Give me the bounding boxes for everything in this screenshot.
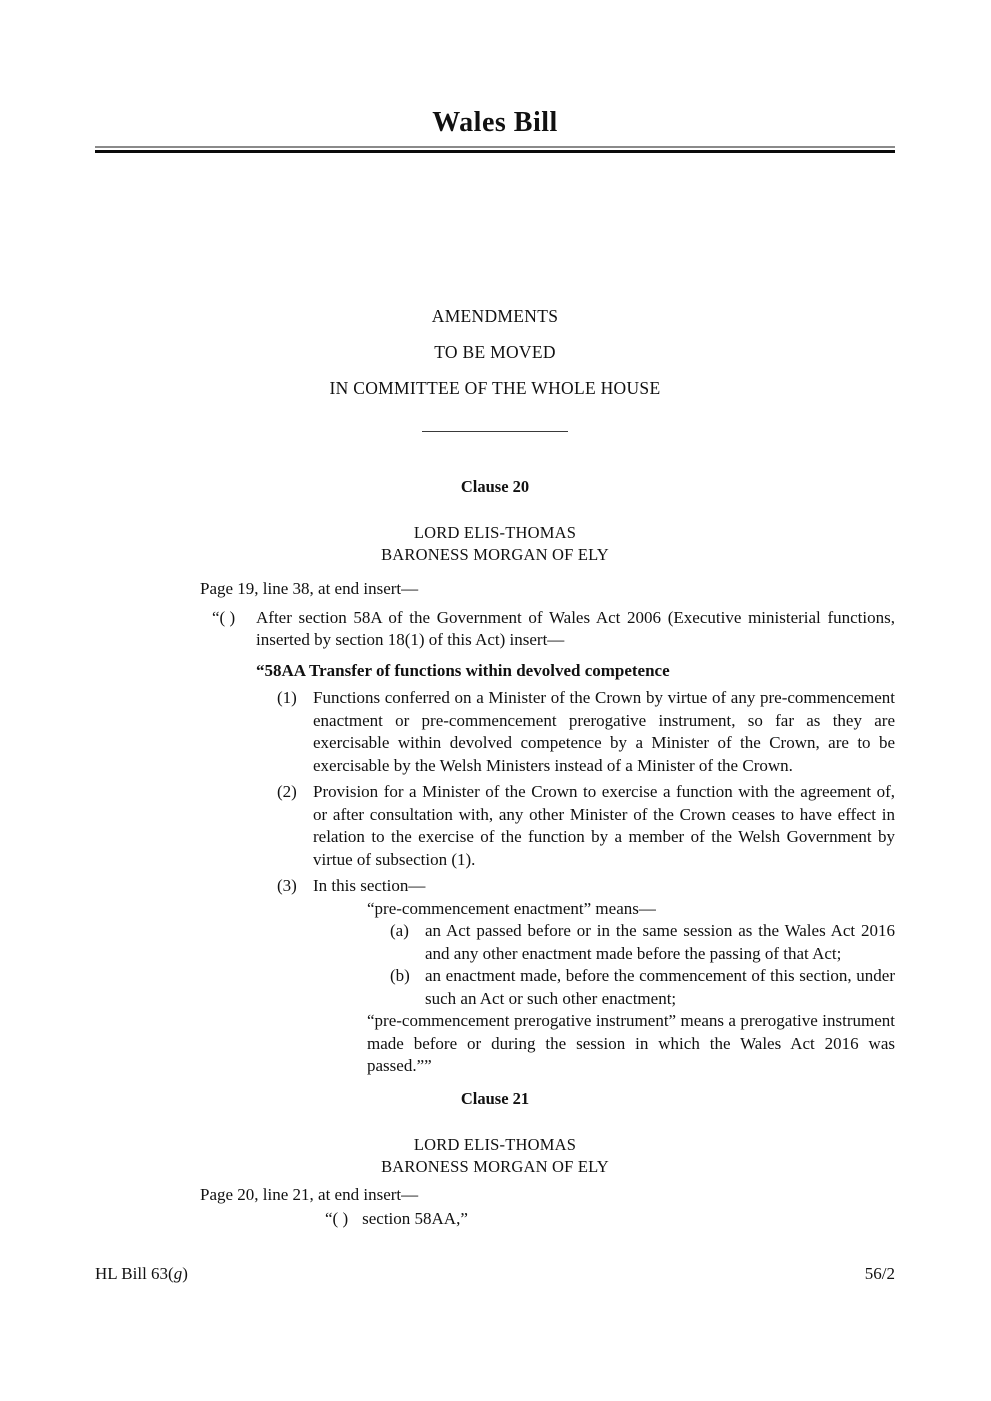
sponsor-baroness-morgan-2: BARONESS MORGAN OF ELY [381, 1156, 609, 1176]
subsection-2 [277, 781, 895, 871]
clause-21-insert-marker: “( ) [325, 1209, 349, 1228]
definition-2: “pre-commencement prerogative instrument” means a prerogative instrument made before or during the session in which the Wales Act 2016 was passed.”” [367, 1011, 895, 1075]
subsection-3-marker: (3) [277, 876, 297, 895]
definition-1-item-b-text: an enactment made, before the commencement of this section, under such an Act or such other enactment; [425, 966, 895, 1008]
subsection-1-text: Functions conferred on a Minister of the Crown by virtue of any pre-commencement enactment or pre-commencement prerogative instrument, so far as they are exercisable within devolved competence by a Minister of the Crown, are to be exercisable by the Welsh Ministers instead of a Minister of the Crown. [313, 688, 895, 775]
clause-21-insert-line [325, 1208, 895, 1231]
definition-1-item-a-marker: (a) [390, 921, 409, 940]
section-divider [422, 431, 568, 432]
bill-title: Wales Bill [432, 107, 558, 138]
subsection-3 [277, 875, 895, 898]
subsection-1 [277, 687, 895, 777]
amendment-item [212, 607, 895, 652]
footer-bill-letter: g [173, 1264, 183, 1283]
sponsor-baroness-morgan: BARONESS MORGAN OF ELY [381, 545, 609, 564]
title-double-rule [95, 146, 895, 153]
footer-bill-number: HL Bill 63(g) [95, 1264, 188, 1283]
subsection-2-marker: (2) [277, 782, 297, 801]
subsection-2-text: Provision for a Minister of the Crown to exercise a function with the agreement of, or after consultation with, any other Minister of the Crown ceases to have effect in relation to the exercise of the function by a member of the Welsh Government by virtue of subsection (1). [313, 782, 895, 869]
subsection-1-marker: (1) [277, 688, 297, 707]
definition-1-intro: “pre-commencement enactment” means— [367, 898, 656, 918]
amendment-item-text: After section 58A of the Government of Wales Act 2006 (Executive ministerial functions, inserted by section 18(1) of this Act) insert— [256, 607, 895, 649]
sponsor-lord-elis-thomas-2: LORD ELIS-THOMAS [413, 1134, 577, 1154]
page-footer [95, 1263, 895, 1285]
rule-thick [95, 150, 895, 153]
clause-20-heading: Clause 20 [460, 477, 530, 496]
sponsor-lord-elis-thomas: LORD ELIS-THOMAS [413, 523, 577, 542]
subsection-3-text: In this section— [313, 876, 426, 895]
definition-1-item-b-marker: (b) [390, 966, 410, 985]
amendment-item-marker: “( ) [212, 607, 236, 627]
definition-1-item-b [390, 965, 895, 1010]
clause-21-heading: Clause 21 [460, 1088, 530, 1108]
clause-21-page-line: Page 20, line 21, at end insert— [200, 1184, 419, 1204]
section-58aa-heading: “58AA Transfer of functions within devolved competence [256, 660, 670, 680]
preamble-line-amendments: AMENDMENTS [431, 306, 559, 326]
definition-1-item-a [390, 920, 895, 965]
footer-page-ref: 56/2 [864, 1264, 895, 1283]
clause-21-sponsors [95, 1134, 895, 1178]
clause-21-amendment [95, 1184, 895, 1231]
definition-1-item-a-text: an Act passed before or in the same session as the Wales Act 2016 and any other enactment made before the passing of that Act; [425, 921, 895, 963]
clause-20-amendment [95, 578, 895, 1078]
preamble-line-committee: IN COMMITTEE OF THE WHOLE HOUSE [329, 378, 661, 398]
preamble-line-to-be-moved: TO BE MOVED [434, 342, 556, 362]
clause-20-sponsors [95, 522, 895, 566]
clause-21-insert-text: section 58AA,” [362, 1209, 468, 1228]
clause-20-page-line: Page 19, line 38, at end insert— [200, 579, 419, 598]
preamble [95, 305, 895, 399]
